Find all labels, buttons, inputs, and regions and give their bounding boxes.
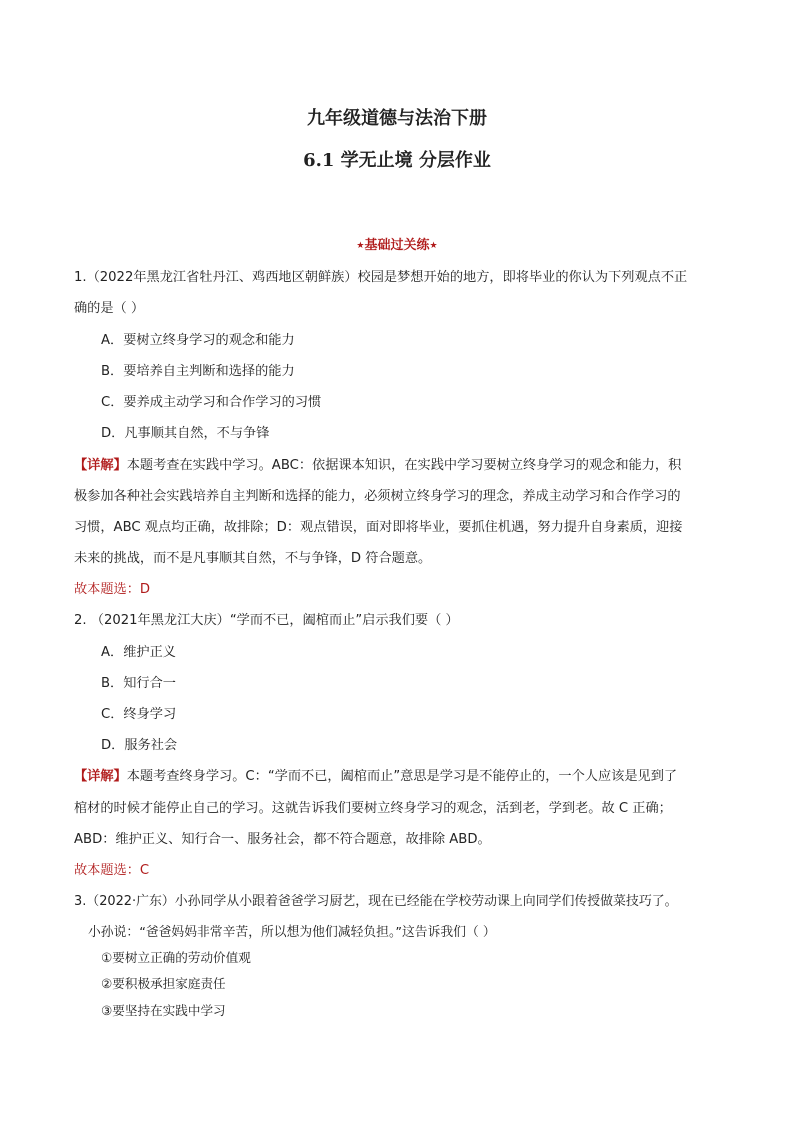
question-3-option-3: ③要坚持在实践中学习 bbox=[101, 1003, 226, 1018]
question-1-option-c: C．要养成主动学习和合作学习的习惯 bbox=[101, 395, 322, 410]
question-3-stem-cont: 小孙说：“爸爸妈妈非常辛苦，所以想为他们减轻负担。”这告诉我们（ ） bbox=[88, 925, 496, 940]
question-2-option-a: A．维护正义 bbox=[101, 645, 176, 660]
question-1-detail bbox=[74, 457, 734, 475]
question-1-option-a: A．要树立终身学习的观念和能力 bbox=[101, 333, 295, 348]
detail-text: 本题考查终身学习。C：“学而不已，阖棺而止”意思是学习是不能停止的，一个人应该是见到了 bbox=[126, 769, 678, 784]
question-3-option-1: ①要树立正确的劳动价值观 bbox=[101, 950, 251, 965]
detail-tag: 【详解】 bbox=[74, 458, 127, 473]
document-title: 九年级道德与法治下册 bbox=[307, 108, 487, 129]
question-2-detail bbox=[74, 768, 734, 786]
question-1-detail-line: 习惯，ABC 观点均正确，故排除；D：观点错误，面对即将毕业，要抓住机遇，努力提升自身素质，迎接 bbox=[74, 520, 683, 535]
question-1-detail-line: 极参加各种社会实践培养自主判断和选择的能力，必须树立终身学习的理念，养成主动学习和合作学习的 bbox=[74, 489, 681, 504]
question-1-stem: 1.（2022年黑龙江省牡丹江、鸡西地区朝鲜族）校园是梦想开始的地方，即将毕业的你认为下列观点不正 bbox=[74, 270, 688, 285]
star-icon: ★ bbox=[356, 241, 365, 251]
question-2-detail-line: 棺材的时候才能停止自己的学习。这就告诉我们要树立终身学习的观念，活到老，学到老。故 C 正确； bbox=[74, 801, 672, 816]
section-label: 基础过关练 bbox=[364, 238, 430, 253]
detail-text: 本题考查在实践中学习。ABC：依据课本知识，在实践中学习要树立终身学习的观念和能力，积 bbox=[126, 458, 682, 473]
star-icon: ★ bbox=[429, 241, 438, 251]
question-3-option-2: ②要积极承担家庭责任 bbox=[101, 976, 226, 991]
question-3-stem: 3.（2022·广东）小孙同学从小跟着爸爸学习厨艺，现在已经能在学校劳动课上向同学们传授做菜技巧了。 bbox=[74, 894, 678, 909]
question-2-answer: 故本题选：C bbox=[74, 863, 150, 878]
question-2-option-d: D．服务社会 bbox=[101, 738, 178, 753]
detail-tag: 【详解】 bbox=[74, 769, 127, 784]
question-1-detail-line: 未来的挑战，而不是凡事顺其自然，不与争锋，D 符合题意。 bbox=[74, 551, 432, 566]
question-1-option-d: D．凡事顺其自然，不与争锋 bbox=[101, 426, 270, 441]
question-1-option-b: B．要培养自主判断和选择的能力 bbox=[101, 364, 295, 379]
question-1-answer: 故本题选：D bbox=[74, 582, 151, 597]
question-2-option-b: B．知行合一 bbox=[101, 676, 176, 691]
document-subtitle: 6.1 学无止境 分层作业 bbox=[303, 150, 491, 171]
question-2-option-c: C．终身学习 bbox=[101, 707, 177, 722]
question-1-stem-cont: 确的是（ ） bbox=[74, 301, 145, 316]
question-2-detail-line: ABD：维护正义、知行合一、服务社会，都不符合题意，故排除 ABD。 bbox=[74, 832, 491, 847]
question-2-stem: 2. （2021年黑龙江大庆）“学而不已，阖棺而止”启示我们要（ ） bbox=[74, 613, 459, 628]
section-heading bbox=[0, 234, 794, 253]
